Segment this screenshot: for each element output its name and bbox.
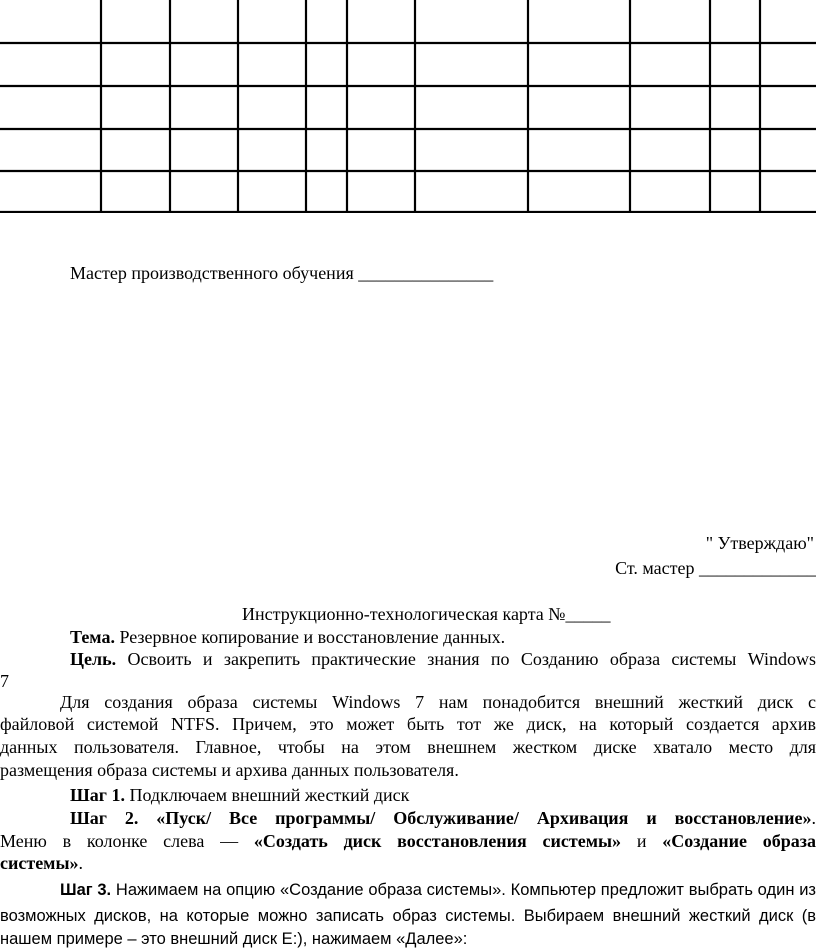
step2-end: . bbox=[78, 853, 83, 873]
step2-path: «Пуск/ Все программы/ Обслуживание/ Архивация и восстановление» bbox=[156, 808, 812, 828]
step2-create-disk: «Создать диск восстановления системы» bbox=[253, 831, 622, 851]
step2-and: и bbox=[621, 831, 663, 851]
step2-line-1 bbox=[0, 806, 816, 831]
goal-line bbox=[0, 647, 816, 672]
approve-label: " Утверждаю" bbox=[705, 533, 814, 553]
step1-text: Подключаем внешний жесткий диск bbox=[124, 785, 410, 805]
step3-label: Шаг 3. bbox=[60, 881, 112, 899]
step2-create-image: «Создание образа bbox=[662, 831, 816, 851]
intro-line-4: размещения образа системы и архива данных пользователя. bbox=[0, 760, 459, 780]
blank-table bbox=[0, 0, 816, 213]
step3-line-3: нашем примере – это внешний диск E:), нажимаем «Далее»: bbox=[0, 930, 468, 948]
goal-continuation: 7 bbox=[0, 671, 9, 691]
step3-line-1 bbox=[0, 878, 816, 903]
step1-line bbox=[70, 784, 409, 806]
step2-dot: . bbox=[811, 808, 816, 828]
topic-label: Тема. bbox=[70, 627, 115, 647]
step2-label: Шаг 2. bbox=[70, 808, 139, 828]
intro-line-1: Для создания образа системы Windows 7 нам понадобится внешний жесткий диск с bbox=[60, 692, 816, 712]
goal-label: Цель. bbox=[70, 649, 117, 669]
step2-menu-prefix: Меню в колонке слева — bbox=[0, 831, 254, 851]
topic-line bbox=[70, 626, 505, 648]
master-signature-line: Мастер производственного обучения _______________ bbox=[70, 263, 494, 283]
senior-master-line: Ст. мастер _____________ bbox=[615, 558, 816, 578]
step2-line-2 bbox=[0, 829, 816, 854]
goal-text: Освоить и закрепить практические знания по Созданию образа системы Windows bbox=[116, 649, 816, 669]
step2-create-image-end: системы» bbox=[0, 853, 79, 873]
topic-text: Резервное копирование и восстановление данных. bbox=[114, 627, 506, 647]
step3-text-1: Нажимаем на опцию «Создание образа системы». Компьютер предложит выбрать один из bbox=[111, 881, 816, 899]
step1-label: Шаг 1. bbox=[70, 785, 125, 805]
step2-line-3 bbox=[0, 852, 83, 874]
intro-line-2: файловой системой NTFS. Причем, это может быть тот же диск, на который создается архив bbox=[0, 714, 816, 734]
card-title: Инструкционно-технологическая карта №_____ bbox=[242, 604, 611, 624]
step3-line-2: возможных дисков, на которые можно записать образ системы. Выбираем внешний жесткий диск (в bbox=[0, 907, 816, 925]
intro-line-3: данных пользователя. Главное, чтобы на этом внешнем жестком диске хватало место для bbox=[0, 737, 816, 757]
